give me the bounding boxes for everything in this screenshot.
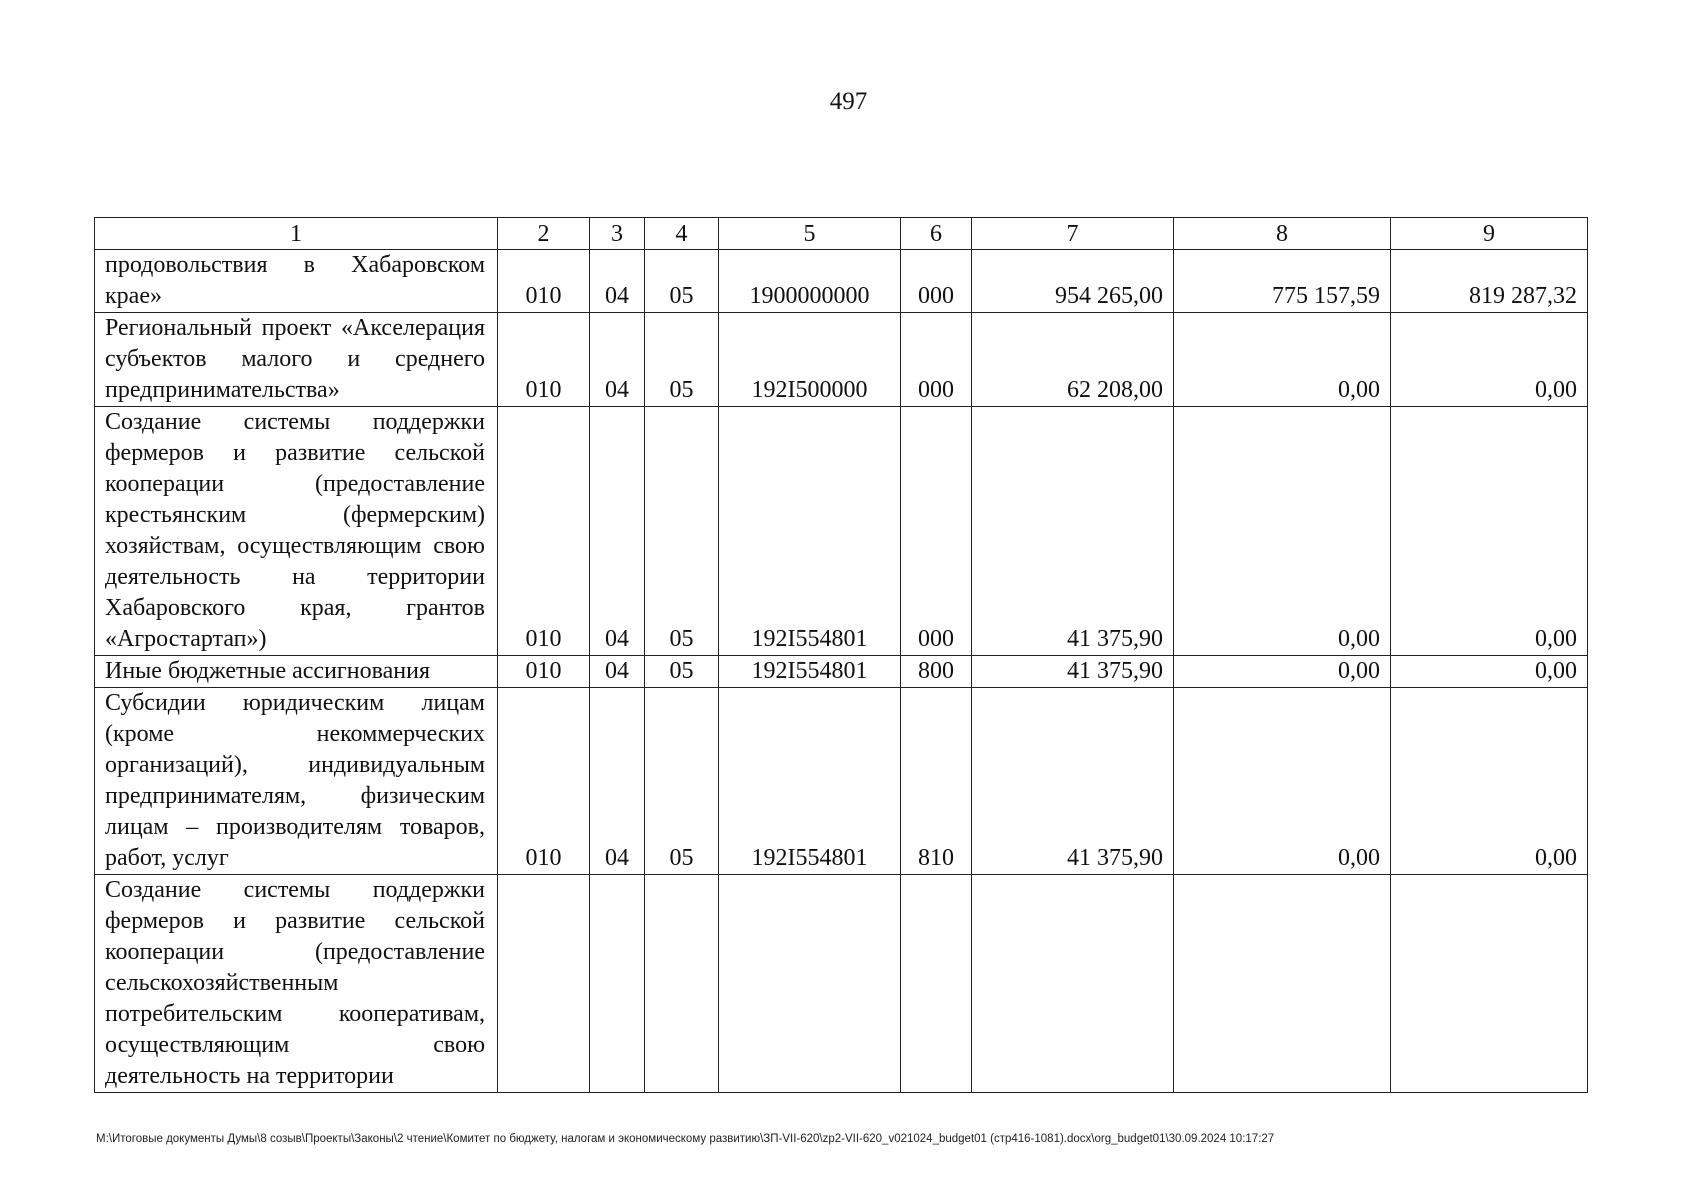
- cell-col4: 05: [645, 407, 719, 656]
- table-row: [95, 656, 1588, 688]
- cell-col7: 954 265,00: [972, 250, 1174, 313]
- cell-col7: 41 375,90: [972, 656, 1174, 688]
- column-header: 8: [1174, 218, 1391, 250]
- cell-col8: [1174, 875, 1391, 1093]
- row-name: Субсидии юридическим лицам (кроме некоммерческих организаций), индивидуальным предпринимателям, физическим лицам – производителям товаров, работ, услуг: [95, 688, 498, 875]
- cell-col4: 05: [645, 656, 719, 688]
- table-row: [95, 250, 1588, 313]
- cell-col2: 010: [498, 688, 590, 875]
- table-row: [95, 688, 1588, 875]
- cell-col2: 010: [498, 656, 590, 688]
- cell-col2: 010: [498, 313, 590, 407]
- cell-col6: 000: [901, 313, 972, 407]
- column-header: 2: [498, 218, 590, 250]
- column-header: 3: [590, 218, 645, 250]
- cell-col3: 04: [590, 688, 645, 875]
- cell-col2: [498, 875, 590, 1093]
- cell-col8: 0,00: [1174, 313, 1391, 407]
- row-name: продовольствия в Хабаровском крае»: [95, 250, 498, 313]
- cell-col8: 0,00: [1174, 656, 1391, 688]
- cell-col9: 0,00: [1391, 407, 1588, 656]
- cell-col5: 1900000000: [719, 250, 901, 313]
- column-header: 4: [645, 218, 719, 250]
- cell-col5: 192I554801: [719, 407, 901, 656]
- cell-col7: [972, 875, 1174, 1093]
- cell-col4: 05: [645, 250, 719, 313]
- column-header: 1: [95, 218, 498, 250]
- row-name: Создание системы поддержки фермеров и развитие сельской кооперации (предоставление сельскохозяйственным потребительским кооперативам, осуществляющим свою деятельность на территории: [95, 875, 498, 1093]
- cell-col3: 04: [590, 313, 645, 407]
- cell-col4: 05: [645, 688, 719, 875]
- cell-col3: 04: [590, 407, 645, 656]
- cell-col7: 41 375,90: [972, 407, 1174, 656]
- header-row: [95, 218, 1588, 250]
- cell-col2: 010: [498, 250, 590, 313]
- cell-col2: 010: [498, 407, 590, 656]
- cell-col6: 000: [901, 407, 972, 656]
- footer-file-path: M:\Итоговые документы Думы\8 созыв\Проекты\Законы\2 чтение\Комитет по бюджету, налогам и экономическому развитию\ЗП-VII-620\zp2-VII-620_v021024_budget01 (стр416-1081).docx\org_budget01\30.09.2024 10:17:27: [96, 1133, 1275, 1145]
- row-name: Региональный проект «Акселерация субъектов малого и среднего предпринимательства»: [95, 313, 498, 407]
- cell-col8: 0,00: [1174, 407, 1391, 656]
- cell-col6: 800: [901, 656, 972, 688]
- cell-col5: 192I554801: [719, 688, 901, 875]
- cell-col6: [901, 875, 972, 1093]
- cell-col5: [719, 875, 901, 1093]
- row-name: Создание системы поддержки фермеров и развитие сельской кооперации (предоставление крестьянским (фермерским) хозяйствам, осуществляющим свою деятельность на территории Хабаровского края, грантов «Агростартап»): [95, 407, 498, 656]
- column-header: 6: [901, 218, 972, 250]
- cell-col4: 05: [645, 313, 719, 407]
- page-number: 497: [829, 88, 868, 115]
- cell-col8: 775 157,59: [1174, 250, 1391, 313]
- cell-col3: 04: [590, 656, 645, 688]
- cell-col9: 0,00: [1391, 688, 1588, 875]
- column-header: 7: [972, 218, 1174, 250]
- table-row: [95, 875, 1588, 1093]
- cell-col9: [1391, 875, 1588, 1093]
- cell-col6: 000: [901, 250, 972, 313]
- cell-col9: 819 287,32: [1391, 250, 1588, 313]
- cell-col8: 0,00: [1174, 688, 1391, 875]
- cell-col5: 192I500000: [719, 313, 901, 407]
- cell-col6: 810: [901, 688, 972, 875]
- column-header: 5: [719, 218, 901, 250]
- budget-table: [94, 217, 1588, 1093]
- table-row: [95, 313, 1588, 407]
- cell-col5: 192I554801: [719, 656, 901, 688]
- cell-col3: [590, 875, 645, 1093]
- cell-col9: 0,00: [1391, 313, 1588, 407]
- cell-col4: [645, 875, 719, 1093]
- column-header: 9: [1391, 218, 1588, 250]
- row-name: Иные бюджетные ассигнования: [95, 656, 498, 688]
- cell-col9: 0,00: [1391, 656, 1588, 688]
- cell-col7: 62 208,00: [972, 313, 1174, 407]
- cell-col7: 41 375,90: [972, 688, 1174, 875]
- cell-col3: 04: [590, 250, 645, 313]
- table-row: [95, 407, 1588, 656]
